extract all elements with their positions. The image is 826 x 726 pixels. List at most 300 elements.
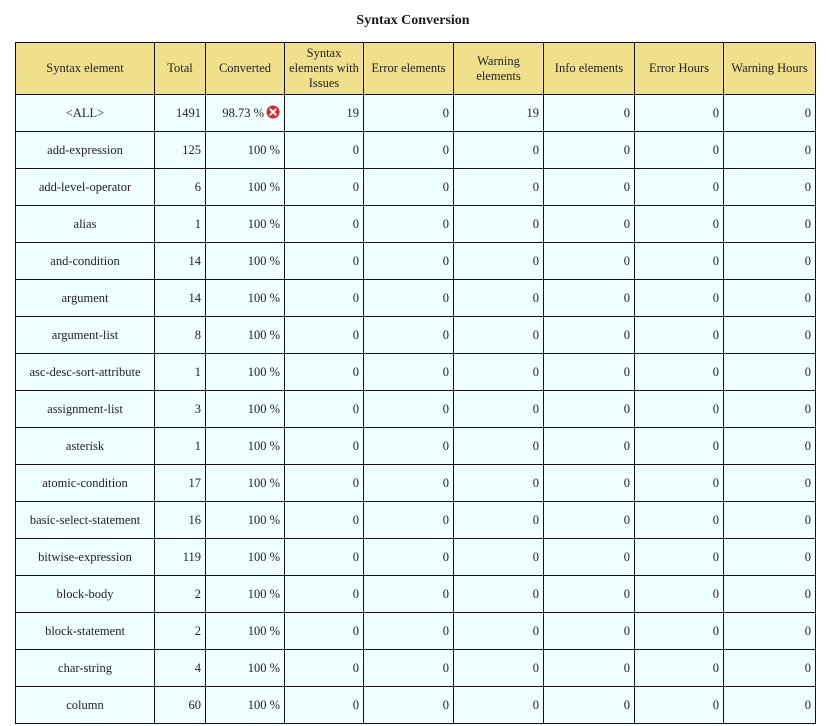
cell-warning-hours [724,502,816,539]
cell-total [155,502,206,539]
cell-warning-hours-text: 0 [804,105,811,120]
cell-warning-elements-text: 0 [532,142,539,157]
cell-syntax-issues-text: 0 [352,697,359,712]
cell-info-elements [544,243,635,280]
cell-syntax-element-text: column [66,697,104,712]
cell-syntax-element [16,539,155,576]
cell-syntax-issues-text: 0 [352,179,359,194]
cell-info-elements-text: 0 [623,660,630,675]
cell-converted [206,354,285,391]
cell-converted [206,391,285,428]
cell-warning-elements [454,391,544,428]
cell-converted [206,132,285,169]
header-error-hours: Error Hours [635,43,724,95]
cell-error-elements [364,132,454,169]
cell-converted-text: 100 % [247,438,280,453]
table-row [16,539,816,576]
cell-total-text: 8 [194,327,201,342]
cell-warning-hours [724,576,816,613]
cell-converted-text: 98.73 % [222,106,264,120]
cell-syntax-element [16,317,155,354]
cell-syntax-issues [285,169,364,206]
cell-syntax-element [16,132,155,169]
cell-warning-elements [454,95,544,132]
cell-error-elements-text: 0 [442,438,449,453]
cell-info-elements [544,613,635,650]
cell-syntax-issues [285,576,364,613]
cell-warning-elements-text: 0 [532,364,539,379]
cell-syntax-issues [285,687,364,724]
cell-warning-hours-text: 0 [804,142,811,157]
cell-converted-text: 100 % [247,549,280,564]
cell-error-elements-text: 0 [442,253,449,268]
cell-warning-elements-text: 0 [532,586,539,601]
error-icon [266,105,280,119]
cell-error-elements-text: 0 [442,105,449,120]
cell-warning-elements-text: 0 [532,401,539,416]
cell-total [155,539,206,576]
cell-error-elements [364,206,454,243]
cell-total-text: 119 [182,549,201,564]
cell-converted-text: 100 % [247,586,280,601]
cell-total-text: 16 [188,512,201,527]
cell-converted-text: 100 % [247,660,280,675]
cell-syntax-issues [285,243,364,280]
header-converted: Converted [206,43,285,95]
cell-warning-elements [454,280,544,317]
cell-info-elements-text: 0 [623,623,630,638]
cell-warning-hours-text: 0 [804,586,811,601]
cell-warning-elements-text: 0 [532,512,539,527]
cell-error-elements [364,576,454,613]
cell-converted-text: 100 % [247,179,280,194]
cell-warning-elements-text: 0 [532,475,539,490]
cell-warning-elements [454,539,544,576]
cell-warning-elements-text: 0 [532,438,539,453]
cell-error-elements [364,428,454,465]
cell-syntax-element-text: block-statement [45,623,125,638]
cell-warning-elements [454,243,544,280]
cell-info-elements-text: 0 [623,697,630,712]
cell-error-hours-text: 0 [712,586,719,601]
cell-syntax-issues [285,317,364,354]
cell-total-text: 4 [194,660,201,675]
cell-syntax-element [16,613,155,650]
cell-syntax-issues [285,132,364,169]
cell-syntax-issues [285,650,364,687]
cell-total [155,317,206,354]
cell-warning-hours [724,428,816,465]
cell-warning-hours-text: 0 [804,623,811,638]
cell-error-hours [635,280,724,317]
cell-error-hours-text: 0 [712,660,719,675]
cell-error-elements [364,687,454,724]
cell-info-elements [544,391,635,428]
cell-error-hours [635,428,724,465]
cell-converted [206,613,285,650]
cell-total [155,391,206,428]
cell-converted [206,687,285,724]
cell-warning-elements-text: 19 [526,105,539,120]
cell-info-elements [544,95,635,132]
cell-total-text: 6 [194,179,201,194]
cell-total-text: 14 [188,290,201,305]
table-row [16,243,816,280]
cell-warning-elements-text: 0 [532,253,539,268]
cell-warning-hours [724,539,816,576]
cell-info-elements [544,502,635,539]
cell-warning-elements [454,687,544,724]
cell-converted [206,576,285,613]
cell-total-text: 1491 [176,105,201,120]
syntax-conversion-table [15,42,816,724]
cell-info-elements [544,280,635,317]
cell-error-hours-text: 0 [712,142,719,157]
cell-converted-text: 100 % [247,697,280,712]
page-title: Syntax Conversion [356,13,470,28]
cell-converted-text: 100 % [247,327,280,342]
cell-warning-elements [454,317,544,354]
cell-info-elements [544,687,635,724]
cell-total-text: 2 [194,586,201,601]
cell-info-elements-text: 0 [623,512,630,527]
cell-error-hours [635,169,724,206]
cell-warning-hours-text: 0 [804,438,811,453]
cell-error-elements [364,354,454,391]
cell-error-elements-text: 0 [442,216,449,231]
cell-converted [206,169,285,206]
cell-syntax-issues [285,428,364,465]
header-error-elements: Error elements [364,43,454,95]
table-row [16,317,816,354]
cell-syntax-element-text: block-body [56,586,114,601]
cell-total [155,132,206,169]
cell-error-hours [635,317,724,354]
cell-error-hours-text: 0 [712,179,719,194]
cell-syntax-element [16,169,155,206]
cell-warning-hours-text: 0 [804,660,811,675]
cell-error-elements-text: 0 [442,401,449,416]
cell-warning-elements [454,169,544,206]
cell-warning-hours-text: 0 [804,364,811,379]
cell-warning-hours-text: 0 [804,327,811,342]
cell-syntax-issues [285,465,364,502]
cell-syntax-issues-text: 0 [352,253,359,268]
cell-total [155,354,206,391]
cell-warning-hours [724,280,816,317]
cell-warning-elements [454,132,544,169]
cell-warning-hours-text: 0 [804,512,811,527]
cell-error-hours [635,613,724,650]
cell-total-text: 3 [194,401,201,416]
cell-warning-hours [724,169,816,206]
cell-warning-hours [724,391,816,428]
cell-converted-text: 100 % [247,401,280,416]
cell-error-elements [364,650,454,687]
cell-syntax-element-text: asc-desc-sort-attribute [29,364,141,379]
cell-error-hours-text: 0 [712,105,719,120]
table-row [16,465,816,502]
cell-converted [206,428,285,465]
cell-error-elements [364,465,454,502]
cell-error-hours [635,502,724,539]
cell-syntax-element [16,95,155,132]
table-row [16,613,816,650]
cell-error-hours [635,391,724,428]
cell-error-elements [364,613,454,650]
cell-info-elements-text: 0 [623,253,630,268]
cell-converted-text: 100 % [247,290,280,305]
cell-warning-elements-text: 0 [532,179,539,194]
cell-syntax-issues [285,613,364,650]
cell-warning-elements-text: 0 [532,290,539,305]
cell-info-elements-text: 0 [623,401,630,416]
header-info-elements: Info elements [544,43,635,95]
cell-error-hours [635,687,724,724]
cell-warning-elements-text: 0 [532,327,539,342]
cell-error-hours-text: 0 [712,512,719,527]
cell-syntax-issues-text: 0 [352,475,359,490]
cell-syntax-element-text: basic-select-statement [29,512,141,527]
cell-warning-hours-text: 0 [804,697,811,712]
cell-info-elements-text: 0 [623,364,630,379]
cell-info-elements [544,206,635,243]
cell-syntax-issues [285,354,364,391]
cell-syntax-issues [285,502,364,539]
cell-syntax-issues-text: 0 [352,364,359,379]
cell-error-elements [364,502,454,539]
cell-error-hours [635,465,724,502]
cell-info-elements-text: 0 [623,142,630,157]
cell-warning-hours-text: 0 [804,549,811,564]
cell-syntax-element [16,465,155,502]
cell-warning-hours [724,687,816,724]
cell-error-elements-text: 0 [442,623,449,638]
cell-syntax-issues-text: 0 [352,327,359,342]
table-row [16,687,816,724]
cell-error-hours [635,206,724,243]
cell-warning-hours-text: 0 [804,475,811,490]
cell-error-elements-text: 0 [442,142,449,157]
cell-syntax-element-text: argument [61,290,109,305]
cell-syntax-issues [285,95,364,132]
cell-info-elements [544,354,635,391]
cell-warning-elements [454,428,544,465]
cell-converted [206,243,285,280]
cell-total-text: 1 [194,364,201,379]
table-header-row [16,43,816,95]
cell-total-text: 17 [188,475,201,490]
cell-total [155,576,206,613]
header-warning-elements: Warning elements [454,43,544,95]
table-row [16,169,816,206]
table-row [16,391,816,428]
cell-total [155,95,206,132]
cell-syntax-issues [285,206,364,243]
cell-info-elements-text: 0 [623,586,630,601]
cell-error-elements-text: 0 [442,586,449,601]
cell-error-elements-text: 0 [442,364,449,379]
cell-syntax-element-text: add-level-operator [38,179,132,194]
cell-info-elements [544,169,635,206]
table-row [16,576,816,613]
cell-info-elements-text: 0 [623,179,630,194]
cell-warning-hours-text: 0 [804,179,811,194]
cell-error-hours [635,576,724,613]
cell-total-text: 125 [182,142,201,157]
cell-converted-text: 100 % [247,142,280,157]
cell-syntax-issues-text: 0 [352,660,359,675]
cell-total [155,465,206,502]
cell-error-hours-text: 0 [712,216,719,231]
cell-error-hours [635,95,724,132]
cell-info-elements-text: 0 [623,549,630,564]
cell-syntax-element-text: argument-list [51,327,119,342]
cell-converted [206,317,285,354]
cell-warning-hours-text: 0 [804,290,811,305]
cell-error-elements-text: 0 [442,512,449,527]
cell-warning-elements-text: 0 [532,549,539,564]
cell-syntax-element-text: bitwise-expression [38,549,132,564]
cell-info-elements-text: 0 [623,216,630,231]
table-row [16,428,816,465]
cell-syntax-issues [285,539,364,576]
cell-error-hours-text: 0 [712,290,719,305]
cell-error-hours [635,539,724,576]
cell-error-elements [364,95,454,132]
cell-info-elements-text: 0 [623,327,630,342]
cell-syntax-element-text: asterisk [65,438,105,453]
cell-syntax-element [16,650,155,687]
cell-syntax-element-text: add-expression [47,142,123,157]
cell-error-hours-text: 0 [712,401,719,416]
cell-warning-hours [724,243,816,280]
cell-error-elements-text: 0 [442,179,449,194]
header-syntax-issues: Syntax elements with Issues [285,43,364,95]
cell-error-elements-text: 0 [442,660,449,675]
cell-syntax-issues-text: 0 [352,216,359,231]
cell-syntax-element [16,502,155,539]
cell-warning-hours [724,613,816,650]
cell-warning-elements-text: 0 [532,697,539,712]
cell-syntax-element-text: char-string [58,660,112,675]
cell-error-hours [635,650,724,687]
cell-warning-hours [724,354,816,391]
cell-warning-elements [454,650,544,687]
cell-info-elements [544,428,635,465]
cell-error-hours-text: 0 [712,438,719,453]
cell-syntax-issues-text: 0 [352,623,359,638]
cell-error-hours-text: 0 [712,697,719,712]
cell-error-elements-text: 0 [442,697,449,712]
cell-total [155,428,206,465]
cell-warning-hours [724,465,816,502]
cell-converted-text: 100 % [247,623,280,638]
cell-converted-text: 100 % [247,253,280,268]
table-row [16,650,816,687]
cell-info-elements-text: 0 [623,475,630,490]
cell-converted [206,465,285,502]
cell-info-elements [544,317,635,354]
cell-info-elements [544,576,635,613]
cell-warning-elements [454,206,544,243]
cell-warning-hours [724,132,816,169]
cell-syntax-element [16,391,155,428]
cell-error-elements-text: 0 [442,549,449,564]
cell-warning-elements [454,576,544,613]
cell-syntax-issues-text: 0 [352,142,359,157]
cell-warning-hours [724,95,816,132]
cell-info-elements [544,465,635,502]
cell-syntax-element-text: atomic-condition [42,475,128,490]
cell-info-elements [544,539,635,576]
cell-syntax-element-text: alias [73,216,97,231]
header-warning-hours: Warning Hours [724,43,816,95]
cell-error-elements [364,243,454,280]
cell-syntax-issues [285,391,364,428]
cell-converted [206,206,285,243]
cell-error-elements [364,317,454,354]
cell-warning-elements-text: 0 [532,623,539,638]
cell-syntax-issues [285,280,364,317]
cell-syntax-element [16,280,155,317]
cell-syntax-issues-text: 0 [352,401,359,416]
cell-warning-elements [454,465,544,502]
cell-syntax-element [16,428,155,465]
cell-info-elements-text: 0 [623,290,630,305]
cell-converted-text: 100 % [247,475,280,490]
cell-warning-hours [724,650,816,687]
cell-syntax-element [16,243,155,280]
cell-error-hours-text: 0 [712,327,719,342]
cell-warning-hours [724,206,816,243]
cell-total-text: 1 [194,216,201,231]
cell-warning-hours-text: 0 [804,216,811,231]
cell-syntax-element [16,576,155,613]
cell-warning-elements [454,613,544,650]
header-syntax-element: Syntax element [16,43,155,95]
cell-warning-hours-text: 0 [804,253,811,268]
cell-error-hours [635,132,724,169]
cell-converted [206,650,285,687]
cell-warning-elements-text: 0 [532,660,539,675]
cell-error-elements-text: 0 [442,327,449,342]
cell-total-text: 60 [188,697,201,712]
cell-converted [206,95,285,132]
cell-syntax-issues-text: 0 [352,549,359,564]
cell-total [155,687,206,724]
cell-error-elements [364,539,454,576]
cell-converted-text: 100 % [247,512,280,527]
cell-total [155,613,206,650]
cell-total [155,243,206,280]
cell-error-elements [364,169,454,206]
cell-converted-text: 100 % [247,216,280,231]
cell-error-elements-text: 0 [442,290,449,305]
cell-warning-elements [454,354,544,391]
table-row [16,132,816,169]
cell-converted [206,539,285,576]
cell-syntax-issues-text: 0 [352,290,359,305]
cell-error-hours-text: 0 [712,364,719,379]
cell-syntax-element-text: <ALL> [65,105,105,120]
table-row [16,280,816,317]
cell-error-elements [364,391,454,428]
cell-info-elements-text: 0 [623,438,630,453]
cell-syntax-issues-text: 19 [346,105,359,120]
cell-total [155,650,206,687]
cell-total [155,280,206,317]
